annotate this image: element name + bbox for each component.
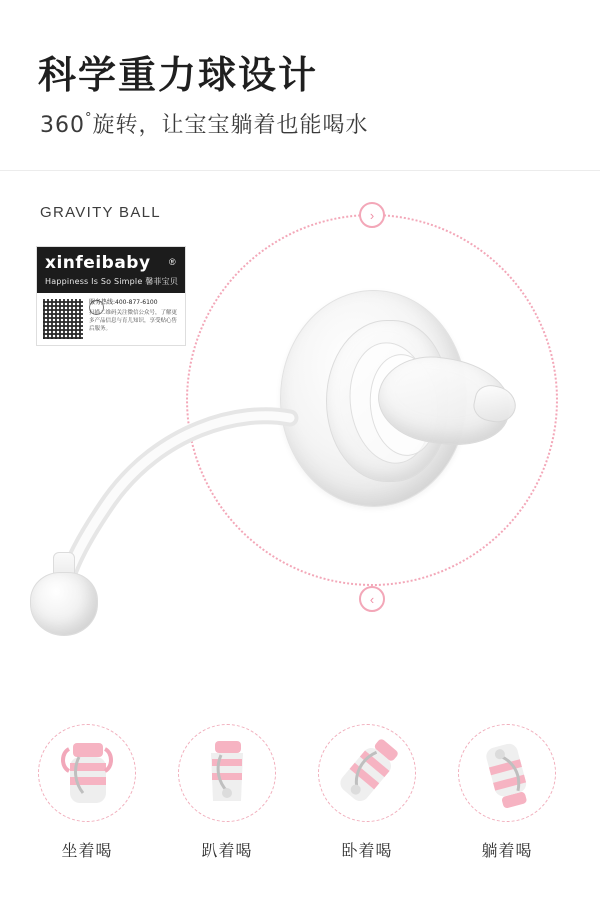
mode-label: 卧着喝: [341, 841, 393, 860]
brand-note-text: 扫描二维码关注微信公众号，了解更多产品信息与育儿知识，享受贴心售后服务。: [89, 310, 178, 332]
mode-label: 坐着喝: [61, 841, 113, 860]
brand-tagline: Happiness Is So Simple 馨菲宝贝: [45, 277, 179, 286]
hero-section: [0, 172, 600, 712]
registered-icon: ®: [169, 257, 176, 267]
subtitle-text: 旋转，让宝宝躺着也能喝水: [92, 113, 369, 138]
mode-label: 躺着喝: [481, 841, 533, 860]
mode-circle: [178, 724, 276, 822]
bottle-sitting-icon: [39, 725, 135, 821]
brand-card: [36, 246, 186, 346]
brand-name: xinfeibaby: [45, 253, 151, 273]
subtitle-number: 360: [40, 113, 85, 138]
drinking-positions-row: [0, 712, 600, 911]
mode-label: 趴着喝: [201, 841, 253, 860]
rotate-counterclockwise-icon: ‹: [359, 586, 385, 612]
section-label: GRAVITY BALL: [40, 204, 161, 221]
gravity-ball: [30, 572, 98, 636]
mode-item-sitting: [22, 724, 152, 861]
qr-code-icon: [43, 299, 83, 339]
degree-symbol: °: [85, 110, 93, 126]
bottle-lying-prone-icon: [179, 725, 275, 821]
mode-item-prone: [162, 724, 292, 861]
header-section: [0, 0, 600, 172]
header-divider: [0, 170, 600, 171]
bottle-supine-icon: [459, 725, 555, 821]
brand-banner: [37, 247, 185, 293]
brand-note: [89, 299, 181, 333]
page-title: 科学重力球设计: [38, 53, 319, 97]
bottle-reclining-icon: [319, 725, 415, 821]
mode-circle: [458, 724, 556, 822]
mode-item-supine: [442, 724, 572, 861]
page-subtitle: [40, 108, 369, 139]
mode-circle: [38, 724, 136, 822]
brand-hotline: 服务热线:400-877-6100: [89, 299, 158, 306]
mode-item-reclining: [302, 724, 432, 861]
rotate-clockwise-icon: ›: [359, 202, 385, 228]
mode-circle: [318, 724, 416, 822]
